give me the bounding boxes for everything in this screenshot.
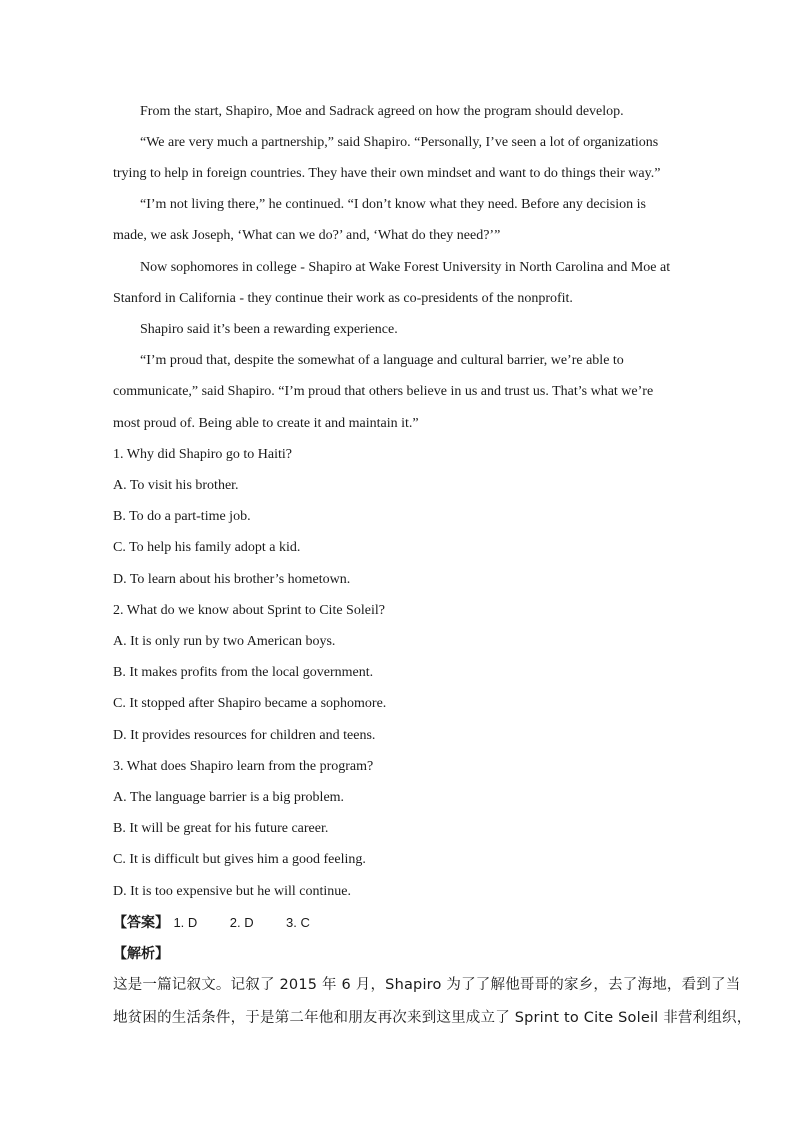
question-1-option-c: C. To help his family adopt a kid. (113, 540, 301, 555)
question-3-option-d: D. It is too expensive but he will continue. (113, 884, 351, 899)
answer-item-1: 1. D (173, 915, 198, 930)
passage-line-9: “I’m proud that, despite the somewhat of a language and cultural barrier, we’re able to (140, 353, 624, 368)
answer-item-3: 3. C (286, 915, 310, 930)
passage-line-1: From the start, Shapiro, Moe and Sadrack agreed on how the program should develop. (140, 104, 624, 119)
question-1-stem: 1. Why did Shapiro go to Haiti? (113, 447, 292, 462)
passage-line-8: Shapiro said it’s been a rewarding experience. (140, 322, 398, 337)
question-3-option-c: C. It is difficult but gives him a good feeling. (113, 852, 366, 867)
question-2-option-b: B. It makes profits from the local government. (113, 665, 374, 680)
question-2-option-d: D. It provides resources for children and teens. (113, 728, 376, 743)
question-3-stem: 3. What does Shapiro learn from the program? (113, 759, 374, 774)
passage-line-6: Now sophomores in college - Shapiro at Wake Forest University in North Carolina and Moe at (140, 260, 671, 275)
passage-line-5: made, we ask Joseph, ‘What can we do?’ and, ‘What do they need?’” (113, 228, 501, 243)
analysis-line-2: 地贫困的生活条件，于是第二年他和朋友再次来到这里成立了 Sprint to Cite Soleil 非营利组织， (113, 1010, 752, 1026)
question-2-stem: 2. What do we know about Sprint to Cite Soleil? (113, 603, 385, 618)
passage-line-4: “I’m not living there,” he continued. “I don’t know what they need. Before any decision is (140, 197, 646, 212)
analysis-line-1: 这是一篇记叙文。记叙了 2015 年 6 月，Shapiro 为了了解他哥哥的家乡，去了海地，看到了当 (113, 977, 741, 993)
question-3-option-a: A. The language barrier is a big problem. (113, 790, 345, 805)
answer-line (113, 914, 338, 932)
answer-item-2: 2. D (229, 915, 254, 930)
analysis-tag: 【解析】 (113, 946, 169, 962)
question-1-option-a: A. To visit his brother. (113, 478, 239, 493)
question-1-option-b: B. To do a part-time job. (113, 509, 251, 524)
analysis-heading (113, 945, 169, 963)
passage-line-10: communicate,” said Shapiro. “I’m proud that others believe in us and trust us. That’s what we’re (113, 384, 654, 399)
passage-line-3: trying to help in foreign countries. They have their own mindset and want to do things their way.” (113, 166, 661, 181)
answer-tag: 【答案】 (113, 915, 169, 931)
question-1-option-d: D. To learn about his brother’s hometown. (113, 572, 351, 587)
passage-line-7: Stanford in California - they continue their work as co-presidents of the nonprofit. (113, 291, 573, 306)
question-2-option-c: C. It stopped after Shapiro became a sophomore. (113, 696, 387, 711)
question-2-option-a: A. It is only run by two American boys. (113, 634, 336, 649)
question-3-option-b: B. It will be great for his future career. (113, 821, 329, 836)
passage-line-2: “We are very much a partnership,” said Shapiro. “Personally, I’ve seen a lot of organizations (140, 135, 659, 150)
passage-line-11: most proud of. Being able to create it and maintain it.” (113, 416, 419, 431)
